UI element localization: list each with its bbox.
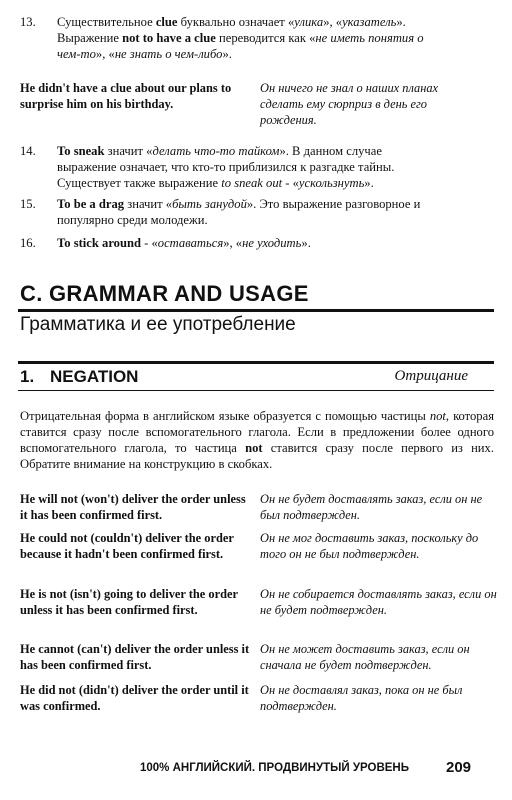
note-line: To be a drag значит «быть занудой». Это выражение разговорное и bbox=[57, 197, 421, 211]
note-line: To stick around - «оставаться», «не уходить». bbox=[57, 236, 311, 250]
topic-divider-bottom bbox=[18, 390, 494, 391]
note-line: чем-то», «не знать о чем-либо». bbox=[57, 47, 232, 61]
example-russian: Он не собирается доставлять заказ, если он не будет подтвержден. bbox=[260, 587, 497, 617]
example-english: He will not (won't) deliver the order unless it has been confirmed first. bbox=[20, 492, 246, 522]
note-line: Существует также выражение to sneak out - «ускользнуть». bbox=[57, 176, 374, 190]
note-number: 16. bbox=[20, 236, 36, 250]
example-russian: Он ничего не знал о наших планах сделать ему сюрприз в день его рождения. bbox=[260, 81, 439, 127]
example-english: He is not (isn't) going to deliver the order unless it has been confirmed first. bbox=[20, 587, 238, 617]
example-russian: Он не мог доставить заказ, поскольку до того он не был подтвержден. bbox=[260, 531, 479, 561]
topic-number: 1. bbox=[20, 367, 35, 386]
topic-divider-top bbox=[18, 361, 494, 364]
page-number: 209 bbox=[446, 759, 472, 776]
note-line: Существительное clue буквально означает «улика», «указатель». bbox=[57, 15, 406, 29]
section-title: C. GRAMMAR AND USAGE bbox=[20, 281, 309, 306]
note-number: 14. bbox=[20, 144, 36, 158]
vocab-note-15 bbox=[20, 196, 490, 228]
running-footer-title: 100% АНГЛИЙСКИЙ. ПРОДВИНУТЫЙ УРОВЕНЬ bbox=[140, 762, 410, 774]
vocab-note-16 bbox=[20, 235, 490, 251]
topic-title: NEGATION bbox=[50, 367, 139, 386]
example-russian: Он не может доставить заказ, если он сначала не будет подтвержден. bbox=[260, 642, 470, 672]
vocab-note-13 bbox=[20, 14, 490, 62]
note-number: 15. bbox=[20, 197, 36, 211]
note-number: 13. bbox=[20, 15, 36, 29]
section-divider bbox=[18, 309, 494, 312]
example-russian: Он не будет доставлять заказ, если он не был подтвержден. bbox=[260, 492, 483, 522]
note-line: выражение означает, что кто-то приблизился к разгадке тайны. bbox=[57, 160, 395, 174]
note-line: Выражение not to have a clue переводится как «не иметь понятия о bbox=[57, 31, 424, 45]
example-english: He could not (couldn't) deliver the order because it hadn't been confirmed first. bbox=[20, 531, 234, 561]
example-english: He didn't have a clue about our plans to surprise him on his birthday. bbox=[20, 81, 232, 111]
example-english: He did not (didn't) deliver the order until it was confirmed. bbox=[20, 683, 249, 713]
grammar-explanation: Отрицательная форма в английском языке образуется с помощью частицы not, которая ставится сразу после вспомогательного глагола. Если в предложении более одного вспомогательного глагола, то частица not ставится сразу после первого из них. Обратите внимание на конструкцию в скобках. bbox=[20, 409, 494, 471]
note-line: популярно среди молодежи. bbox=[57, 213, 208, 227]
vocab-note-14 bbox=[20, 143, 490, 191]
topic-title-russian: Отрицание bbox=[394, 368, 468, 384]
example-english: He cannot (can't) deliver the order unless it has been confirmed first. bbox=[20, 642, 250, 672]
note-line: To sneak значит «делать что-то тайком». В данном случае bbox=[57, 144, 382, 158]
section-subtitle: Грамматика и ее употребление bbox=[20, 314, 296, 335]
example-russian: Он не доставлял заказ, пока он не был подтвержден. bbox=[260, 683, 463, 713]
